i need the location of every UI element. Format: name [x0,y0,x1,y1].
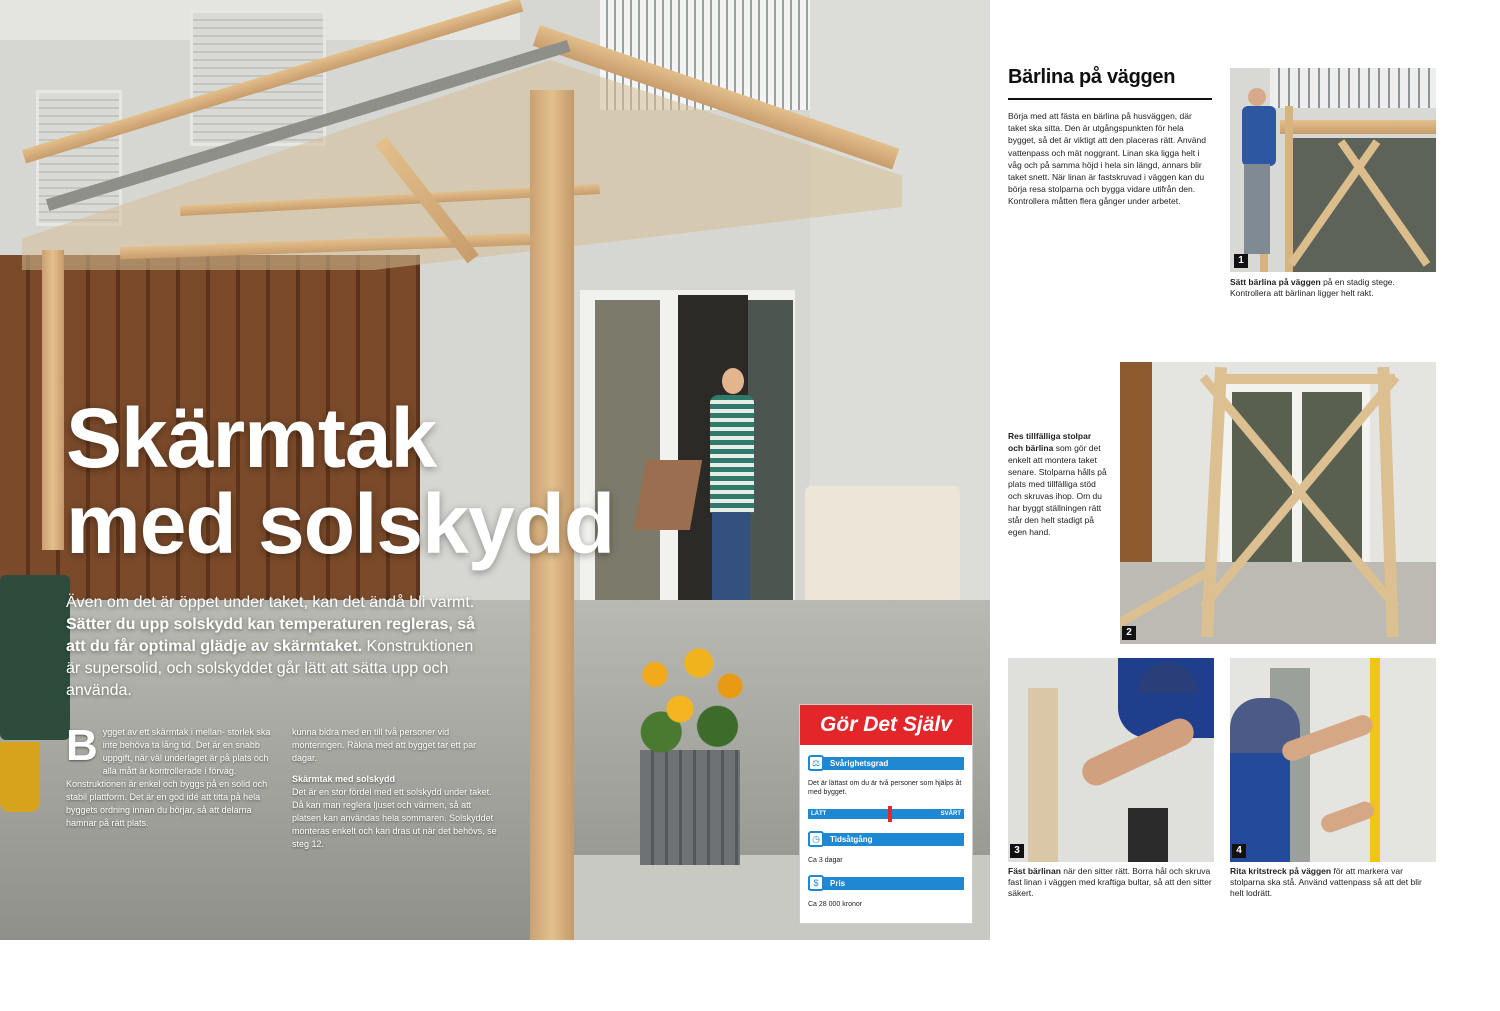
flower-pot [640,750,740,865]
page-title [66,391,615,571]
price-bar [808,877,964,890]
drop-cap: B [66,721,98,770]
wood-post [42,250,64,550]
price-value: Ca 28 000 kronor [808,901,863,908]
intro-plain-1: Även om det är öppet under taket, kan det ändå bli varmt. [66,594,475,611]
title-line-2: med solskydd [66,477,615,571]
intro-bold: Sätter du upp solskydd kan temperaturen regleras, så att du får optimal glädje av skärmtaket. [66,616,476,655]
step-4-caption [1230,866,1436,899]
window [1270,68,1436,108]
step-2-photo [1120,362,1436,644]
money-icon: $ [808,875,824,891]
green-bin [0,575,70,740]
difficulty-bar [808,757,964,770]
body-text: ygget av ett skärmtak i mellan- storlek ska inte behöva ta lång tid. Det är en snabb uppgift, när väl underlaget är på plats och alla mått är kontrollerade i förväg. Konstruktionen är enkel och byggs på en solid och stabil plattform. Det är en god idé att titta på hela byggets ordning innan du börjar, så att delarna hamnar på rätt plats. [66,727,271,828]
person-shirt [710,395,754,513]
scale-min: LÄTT [811,811,827,817]
section-body: Börja med att fästa en bärlina på husväggen, där taket ska sitta. Den är utgångspunkten för hela bygget, så det är viktigt att den placeras rätt. Använd vattenpass och mät noggrant. Linan ska ligga helt i våg och på samma höjd i hela sin längd, annars blir taket snett. När linan är fastskruvad i väggen kan du börja resa stolparna och bygga vidare utifrån den. Kontrollera måtten flera gånger under arbetet. [1008,111,1206,207]
worker-head [1248,88,1266,106]
step-1-caption [1230,277,1436,299]
diy-badge [800,705,972,923]
yellow-flowers [630,640,755,755]
caption-text: när den sitter rätt. Borra hål och skruva fast linan i väggen med kraftiga bultar, så att den sitter säkert. [1008,866,1212,898]
caption-text: på en stadig stege. Kontrollera att bärlinan ligger helt rakt. [1230,277,1395,298]
top-beam [1215,374,1395,384]
scale-max: SVÅRT [940,811,961,817]
fence [1120,362,1152,582]
clock-icon: ◷ [808,831,824,847]
heading-rule [1008,98,1212,100]
caption-bold: Fäst bärlinan [1008,866,1061,876]
ledger-board [1280,120,1436,134]
body-text: Det är en stor fördel med ett solskydd under taket. Då kan man reglera ljuset och värmen, så att platsen kan användas hela sommaren. Solskyddet monteras enkelt och kan dras ut när det behövs, se steg 12. [292,787,497,849]
caption-bold: Rita kritstreck på väggen [1230,866,1332,876]
title-line-1: Skärmtak [66,391,437,485]
drill [1128,808,1168,862]
person-head [722,368,744,394]
caption-bold: Sätt bärlina på väggen [1230,277,1321,287]
ladder-rail [1285,106,1293,272]
worker-pants [1244,164,1270,254]
step-4-photo [1230,658,1436,862]
body-subhead: Skärmtak med solskydd [292,774,396,784]
step-1-photo [1230,68,1436,272]
post [1028,688,1058,862]
level-icon: ⚖ [808,755,824,771]
step-3-caption [1008,866,1214,899]
body-column-2 [292,726,502,851]
worker-shirt [1242,106,1276,166]
badge-title: Gör Det Själv [800,705,972,745]
yellow-bucket [0,742,40,812]
section-heading: Bärlina på väggen [1008,66,1176,88]
step-number: 2 [1122,626,1136,640]
caption-text: som gör det enkelt att montera taket senare. Stolparna hålls på plats med tillfälliga stöd och skruvas ihop. Om du har byggt ställningen rätt står den helt stadigt på egen hand. [1008,443,1107,537]
time-label: Tidsåtgång [830,835,873,844]
intro-text [66,592,486,702]
door-glass [748,300,793,640]
step-number: 4 [1232,844,1246,858]
step-3-photo [1008,658,1214,862]
step-number: 1 [1234,254,1248,268]
difficulty-label: Svårighetsgrad [830,759,889,768]
worker-hand [1319,799,1377,835]
scale-marker [888,806,892,822]
difficulty-scale [808,809,964,819]
time-value: Ca 3 dagar [808,857,843,864]
body-column-1 [66,721,271,830]
body-text: kunna bidra med en till två personer vid monteringen. Räkna med att bygget tar ett par dagar. [292,727,477,763]
spirit-level [1370,658,1380,862]
difficulty-text: Det är lättast om du är två personer som hjälps åt med bygget. [808,780,962,796]
price-label: Pris [830,879,846,888]
caption-bold: Res tillfälliga stolpar och bärlina [1008,431,1092,453]
intro-plain-2: Konstruktionen är supersolid, och solskyddet går lätt att sätta upp och använda. [66,638,474,699]
caption-text: för att markera var stolparna ska stå. Använd vattenpass så att det blir helt lodrätt. [1230,866,1422,898]
step-number: 3 [1010,844,1024,858]
step-2-caption [1008,430,1108,538]
time-bar [808,833,964,846]
